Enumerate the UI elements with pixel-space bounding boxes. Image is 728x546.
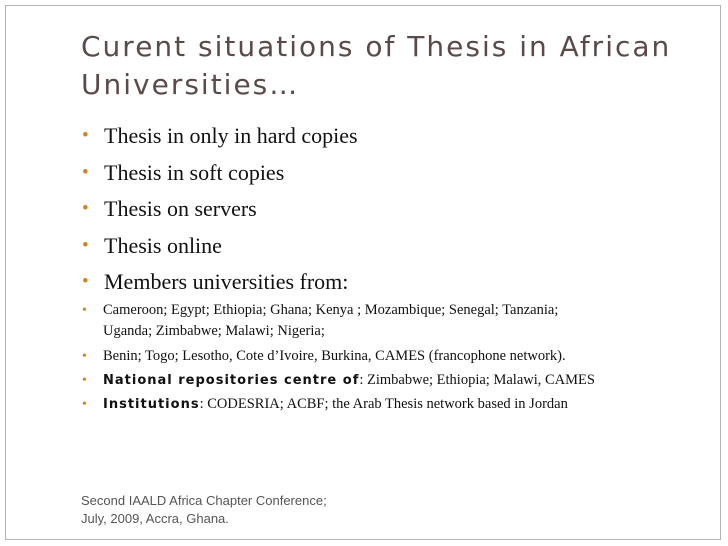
sub-bullet-list-2 xyxy=(80,346,700,415)
bullet-icon: • xyxy=(82,373,87,388)
bullet-icon: • xyxy=(82,161,89,183)
bullet-item xyxy=(80,264,700,301)
main-bullet-list xyxy=(80,118,700,301)
bullet-item xyxy=(80,155,700,192)
sub-bullet-text: : Zimbabwe; Ethiopia; Malawi, CAMES xyxy=(359,372,595,388)
bullet-text: Thesis online xyxy=(104,232,222,258)
bullet-icon: • xyxy=(82,234,89,256)
sub-bullet-text: : CODESRIA; ACBF; the Arab Thesis network based in Jordan xyxy=(199,396,568,412)
bullet-text: Thesis in only in hard copies xyxy=(104,123,358,148)
sub-bullet-item xyxy=(80,346,700,367)
bullet-text: Thesis in soft copies xyxy=(104,159,285,185)
bullet-icon: • xyxy=(82,349,87,364)
footer-line-2: July, 2009, Accra, Ghana. xyxy=(81,511,229,526)
bullet-icon: • xyxy=(82,271,89,292)
bullet-icon: • xyxy=(82,198,89,219)
sub-bullet-lead: Institutions xyxy=(103,397,200,412)
sub-bullet-text: Benin; Togo; Lesotho, Cote d’Ivoire, Burkina, CAMES (francophone network). xyxy=(103,348,566,364)
bullet-icon: • xyxy=(82,303,87,318)
sub-bullet-item xyxy=(80,394,700,415)
sub-bullet-item xyxy=(80,300,700,342)
slide-footer xyxy=(81,492,327,528)
title-line-1: Curent situations of Thesis in African xyxy=(81,30,672,63)
bullet-item xyxy=(80,191,700,228)
bullet-text: Members universities from: xyxy=(104,269,349,294)
slide-title xyxy=(81,28,701,104)
bullet-icon: • xyxy=(82,397,87,412)
sub-bullet-text: Cameroon; Egypt; Ethiopia; Ghana; Kenya ; Mozambique; Senegal; Tanzania; xyxy=(103,302,559,318)
bullet-item xyxy=(80,228,700,265)
bullet-text: Thesis on servers xyxy=(104,196,257,221)
footer-line-1: Second IAALD Africa Chapter Conference; xyxy=(81,493,327,508)
bullet-icon: • xyxy=(82,125,89,146)
title-line-2: Universities… xyxy=(81,68,300,101)
sub-bullet-item xyxy=(80,370,700,391)
sub-bullet-list xyxy=(80,300,700,342)
sub-bullet-text-continued: Uganda; Zimbabwe; Malawi; Nigeria; xyxy=(103,323,325,339)
sub-bullet-lead: National repositories centre of xyxy=(103,373,360,388)
bullet-item xyxy=(80,118,700,155)
